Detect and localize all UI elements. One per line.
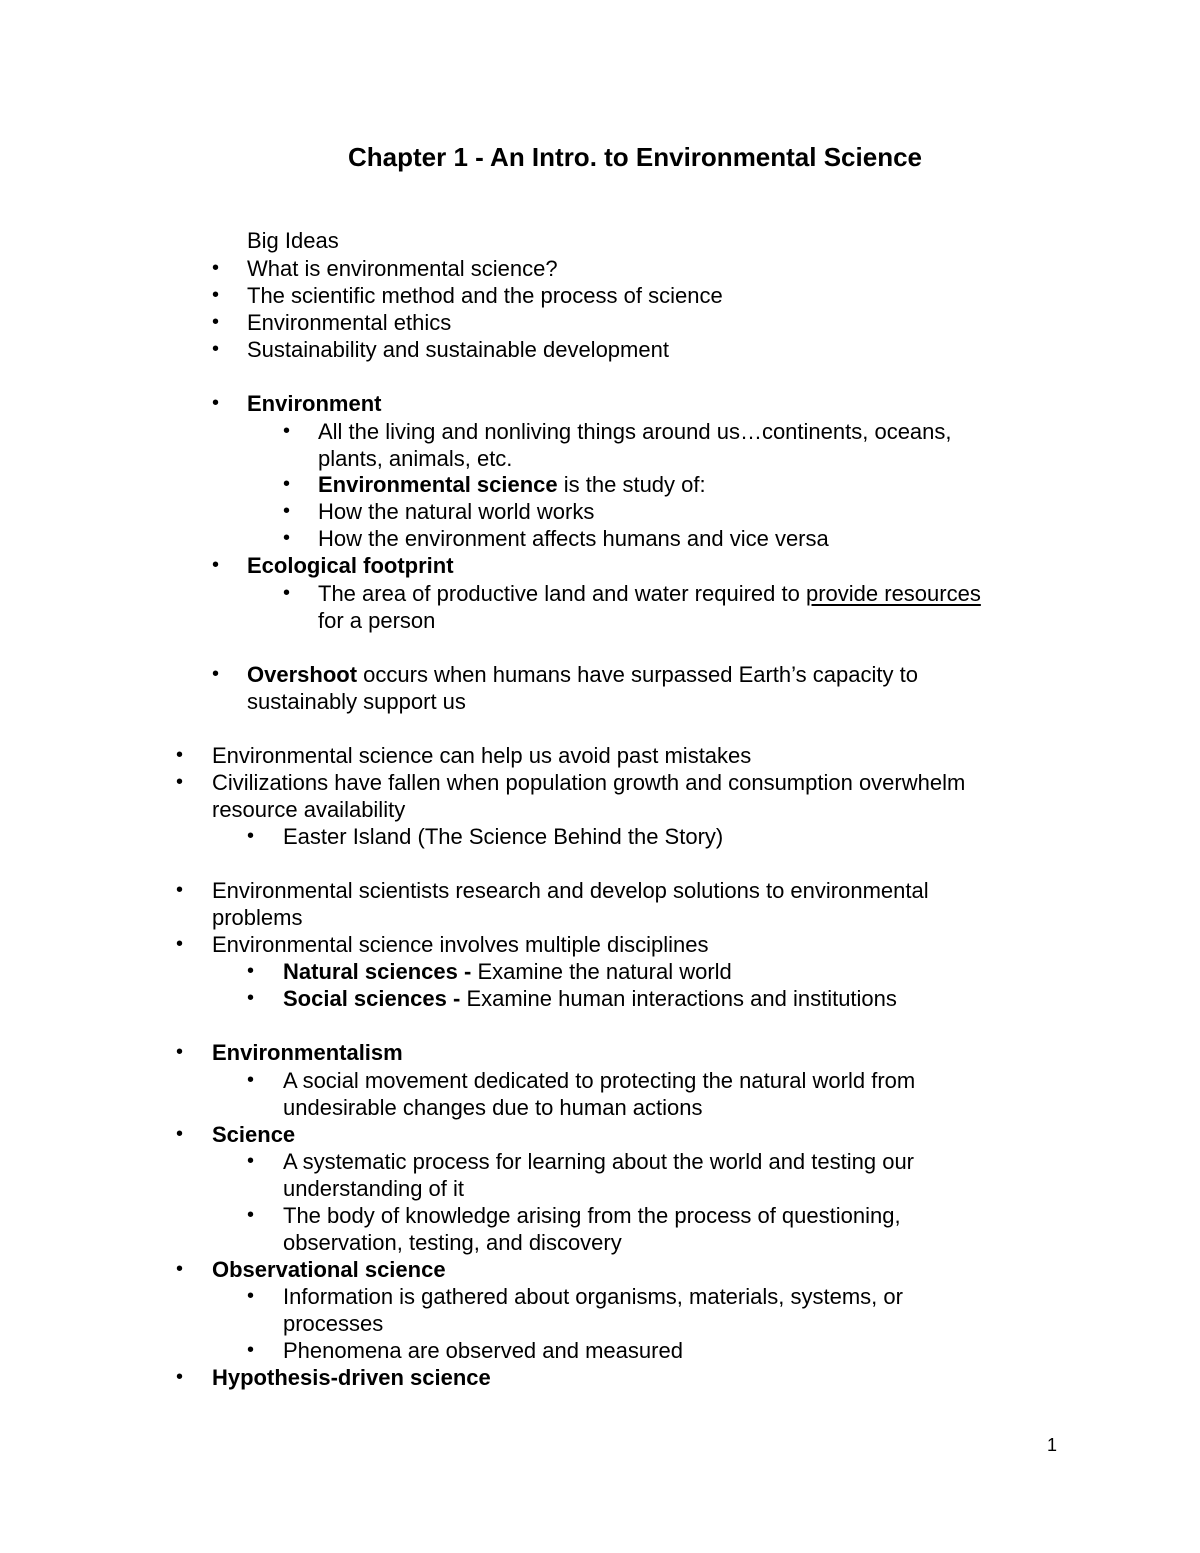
list-item — [247, 661, 918, 688]
bullet-marker: • — [283, 473, 291, 495]
list-item-text: Examine human interactions and institutions — [466, 986, 897, 1011]
list-item-text: observation, testing, and discovery — [283, 1230, 622, 1255]
list-item — [283, 958, 732, 985]
list-item-text: plants, animals, etc. — [318, 446, 513, 471]
list-item — [283, 1094, 703, 1121]
list-item — [318, 445, 512, 472]
list-item-text: Big Ideas — [247, 228, 339, 253]
list-item — [283, 1175, 464, 1202]
bold-term: Science — [212, 1122, 296, 1147]
bullet-marker: • — [247, 1204, 255, 1226]
list-item-text: A systematic process for learning about the world and testing our — [283, 1149, 915, 1174]
list-item — [212, 1121, 295, 1148]
bullet-marker: • — [247, 1150, 255, 1172]
bullet-marker: • — [283, 582, 291, 604]
bold-term: Observational science — [212, 1257, 446, 1282]
list-item — [283, 1067, 915, 1094]
list-item — [318, 471, 706, 498]
list-item — [247, 552, 454, 579]
list-item — [318, 498, 594, 525]
list-item — [247, 255, 558, 282]
bullet-marker: • — [212, 311, 220, 333]
list-item-text: Information is gathered about organisms, materials, systems, or — [283, 1284, 903, 1309]
list-item — [247, 336, 669, 363]
bold-term: Ecological footprint — [247, 553, 454, 578]
list-item-text: How the natural world works — [318, 499, 595, 524]
list-item-text: Environmental science involves multiple disciplines — [212, 932, 709, 957]
list-item — [247, 688, 466, 715]
bullet-marker: • — [176, 744, 184, 766]
bullet-marker: • — [176, 1041, 184, 1063]
list-item-text: Environmental science can help us avoid past mistakes — [212, 743, 752, 768]
list-item — [283, 1202, 901, 1229]
bullet-marker: • — [247, 1069, 255, 1091]
bullet-marker: • — [283, 420, 291, 442]
list-item-text: Easter Island (The Science Behind the Story) — [283, 824, 724, 849]
list-item — [212, 1364, 491, 1391]
list-item-text: All the living and nonliving things around us…continents, oceans, — [318, 419, 952, 444]
bold-term: Environment — [247, 391, 382, 416]
list-item — [283, 1283, 903, 1310]
list-item-text: Examine the natural world — [477, 959, 732, 984]
list-item — [212, 1256, 446, 1283]
list-item — [283, 1337, 683, 1364]
bullet-marker: • — [212, 663, 220, 685]
list-item — [212, 904, 302, 931]
list-item — [212, 931, 708, 958]
list-item — [318, 580, 981, 607]
list-item — [212, 1039, 403, 1066]
list-item-text: problems — [212, 905, 303, 930]
list-item — [247, 390, 381, 417]
list-item — [212, 769, 965, 796]
bullet-marker: • — [247, 1285, 255, 1307]
list-item — [283, 985, 897, 1012]
list-item-text: How the environment affects humans and vice versa — [318, 526, 829, 551]
list-item — [212, 742, 751, 769]
list-item-text: sustainably support us — [247, 689, 466, 714]
bullet-marker: • — [247, 987, 255, 1009]
list-item-text: Environmental scientists research and develop solutions to environmental — [212, 878, 929, 903]
list-item-text: undesirable changes due to human actions — [283, 1095, 703, 1120]
list-item — [212, 877, 929, 904]
list-item-text: The area of productive land and water required to — [318, 581, 806, 606]
list-item — [318, 607, 435, 634]
bullet-marker: • — [247, 825, 255, 847]
list-item-text: A social movement dedicated to protecting the natural world from — [283, 1068, 916, 1093]
bullet-marker: • — [212, 257, 220, 279]
bullet-marker: • — [247, 1339, 255, 1361]
bullet-marker: • — [212, 554, 220, 576]
bullet-marker: • — [212, 284, 220, 306]
bullet-marker: • — [283, 527, 291, 549]
list-item — [283, 1310, 383, 1337]
page-title: Chapter 1 - An Intro. to Environmental Science — [347, 142, 923, 172]
bullet-marker: • — [176, 771, 184, 793]
page-number: 1 — [1047, 1435, 1058, 1455]
list-item-text: The scientific method and the process of science — [247, 283, 723, 308]
bold-term: Hypothesis-driven science — [212, 1365, 491, 1390]
list-item-text: What is environmental science? — [247, 256, 558, 281]
list-item-text: is the study of: — [557, 472, 706, 497]
list-item-text: understanding of it — [283, 1176, 465, 1201]
list-item — [283, 823, 723, 850]
list-item-text: Environmental ethics — [247, 310, 452, 335]
list-item-text: Phenomena are observed and measured — [283, 1338, 683, 1363]
bullet-marker: • — [212, 338, 220, 360]
bullet-marker: • — [176, 879, 184, 901]
list-item — [247, 227, 339, 254]
bullet-marker: • — [212, 392, 220, 414]
list-item-text: provide resources — [805, 581, 981, 606]
bullet-marker: • — [283, 500, 291, 522]
list-item — [318, 525, 829, 552]
bullet-marker: • — [247, 960, 255, 982]
list-item-text: Civilizations have fallen when population growth and consumption overwhelm — [212, 770, 966, 795]
list-item-text: for a person — [318, 608, 436, 633]
list-item — [212, 796, 405, 823]
bullet-marker: • — [176, 1123, 184, 1145]
list-item-text: Sustainability and sustainable development — [247, 337, 669, 362]
bold-term: Environmental science — [318, 472, 558, 497]
bold-term: Social sciences - — [283, 986, 467, 1011]
list-item-text: processes — [283, 1311, 384, 1336]
list-item-text: The body of knowledge arising from the process of questioning, — [283, 1203, 901, 1228]
bold-term: Environmentalism — [212, 1040, 403, 1065]
list-item — [318, 418, 952, 445]
list-item — [283, 1148, 914, 1175]
list-item — [283, 1229, 622, 1256]
bold-term: Overshoot — [247, 662, 358, 687]
list-item-text: resource availability — [212, 797, 406, 822]
bold-term: Natural sciences - — [283, 959, 478, 984]
bullet-marker: • — [176, 933, 184, 955]
list-item-text: occurs when humans have surpassed Earth’s capacity to — [357, 662, 918, 687]
list-item — [247, 282, 723, 309]
list-item — [247, 309, 451, 336]
bullet-marker: • — [176, 1366, 184, 1388]
bullet-marker: • — [176, 1258, 184, 1280]
